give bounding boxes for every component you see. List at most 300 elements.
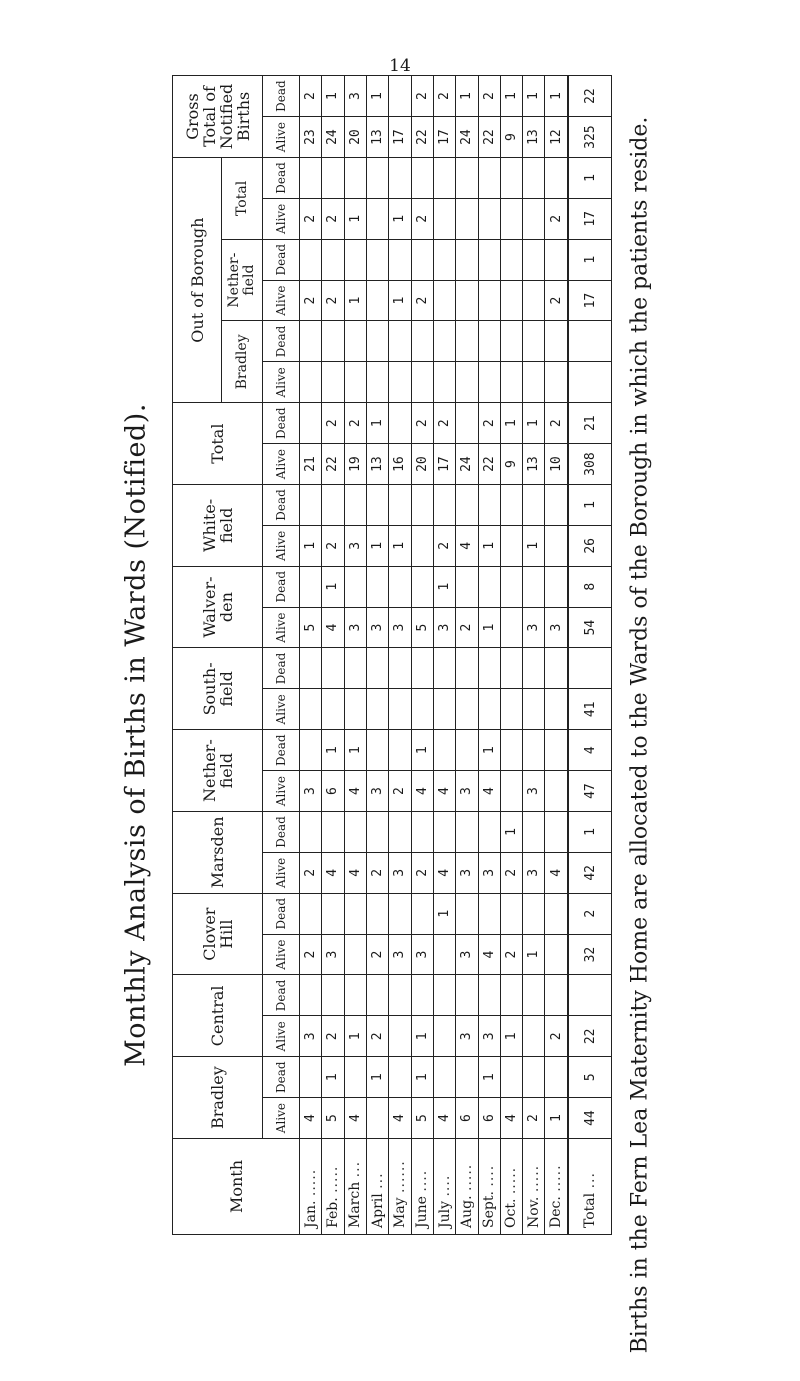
data-cell: 4 <box>500 1098 522 1139</box>
data-cell: 1 <box>523 403 545 444</box>
dead-header: Dead <box>263 812 300 853</box>
data-cell <box>456 158 478 199</box>
data-cell <box>456 321 478 362</box>
data-cell: 1 <box>366 76 388 117</box>
data-cell: 2 <box>478 403 500 444</box>
data-cell: 2 <box>322 198 344 239</box>
data-cell <box>523 566 545 607</box>
data-cell: 1 <box>545 1098 568 1139</box>
ward-header: South- field <box>173 648 263 730</box>
data-cell <box>545 485 568 526</box>
data-cell <box>344 239 366 280</box>
data-cell <box>411 975 433 1016</box>
alive-header: Alive <box>263 280 300 321</box>
data-cell <box>322 812 344 853</box>
data-cell: 4 <box>478 771 500 812</box>
data-cell <box>344 975 366 1016</box>
month-cell <box>433 1139 455 1235</box>
data-cell <box>478 280 500 321</box>
data-cell: 22 <box>478 117 500 158</box>
month-name: Dec. <box>548 1196 565 1228</box>
data-cell: 6 <box>478 1098 500 1139</box>
alive-header: Alive <box>263 1098 300 1139</box>
data-cell <box>300 566 322 607</box>
data-cell <box>366 648 388 689</box>
data-cell: 2 <box>523 1098 545 1139</box>
data-cell <box>433 689 455 730</box>
data-cell <box>433 812 455 853</box>
data-cell <box>411 485 433 526</box>
data-cell <box>322 158 344 199</box>
data-cell <box>500 1057 522 1098</box>
total-cell: 325 <box>568 117 612 158</box>
data-cell: 1 <box>322 76 344 117</box>
data-cell: 2 <box>300 934 322 975</box>
data-cell <box>300 403 322 444</box>
data-cell <box>478 812 500 853</box>
data-cell <box>344 1057 366 1098</box>
data-cell: 1 <box>478 1057 500 1098</box>
data-cell <box>411 566 433 607</box>
data-cell <box>389 730 411 771</box>
month-name: Sept. <box>481 1191 498 1228</box>
data-cell: 3 <box>433 607 455 648</box>
data-cell <box>411 689 433 730</box>
data-cell <box>433 975 455 1016</box>
data-cell: 24 <box>322 117 344 158</box>
data-cell <box>500 648 522 689</box>
data-cell <box>344 934 366 975</box>
data-cell <box>389 485 411 526</box>
data-cell <box>433 321 455 362</box>
data-cell: 2 <box>411 198 433 239</box>
data-cell <box>545 771 568 812</box>
data-cell: 3 <box>523 607 545 648</box>
table-row <box>478 76 500 1235</box>
month-dots: .... <box>436 1174 453 1197</box>
ward-header: Total <box>173 403 263 485</box>
data-cell: 4 <box>322 607 344 648</box>
data-cell: 2 <box>411 403 433 444</box>
data-cell: 1 <box>344 198 366 239</box>
data-cell: 2 <box>433 76 455 117</box>
total-cell: 41 <box>568 689 612 730</box>
data-cell <box>523 730 545 771</box>
month-cell <box>389 1139 411 1235</box>
total-label-cell <box>568 1139 612 1235</box>
data-cell <box>433 198 455 239</box>
data-cell <box>366 975 388 1016</box>
data-cell: 23 <box>300 117 322 158</box>
data-cell <box>389 648 411 689</box>
data-cell: 3 <box>545 607 568 648</box>
data-cell: 22 <box>322 444 344 485</box>
total-cell: 32 <box>568 934 612 975</box>
ward-header: Clover Hill <box>173 893 263 975</box>
data-cell: 13 <box>366 444 388 485</box>
data-cell: 1 <box>433 566 455 607</box>
data-cell <box>523 321 545 362</box>
data-cell <box>344 321 366 362</box>
data-cell <box>545 566 568 607</box>
data-cell <box>456 975 478 1016</box>
data-cell <box>389 76 411 117</box>
table-row <box>366 76 388 1235</box>
total-row <box>568 76 612 1235</box>
data-cell: 3 <box>456 934 478 975</box>
data-cell <box>300 648 322 689</box>
data-cell <box>478 362 500 403</box>
total-cell: 17 <box>568 198 612 239</box>
ward-header: Bradley <box>173 1057 263 1139</box>
data-cell <box>478 893 500 934</box>
data-cell <box>456 198 478 239</box>
data-cell: 5 <box>300 607 322 648</box>
data-cell <box>545 1057 568 1098</box>
month-name: Aug. <box>458 1195 475 1228</box>
data-cell <box>456 689 478 730</box>
total-cell: 47 <box>568 771 612 812</box>
data-cell <box>411 321 433 362</box>
data-cell <box>300 1057 322 1098</box>
data-cell: 3 <box>456 1016 478 1057</box>
month-dots: ... <box>369 1172 386 1189</box>
out-of-borough-sub-header: Total <box>222 158 263 240</box>
data-cell: 1 <box>478 525 500 566</box>
alive-header: Alive <box>263 607 300 648</box>
data-cell: 3 <box>344 76 366 117</box>
out-of-borough-sub-header: Bradley <box>222 321 263 403</box>
month-name: Oct. <box>503 1198 520 1228</box>
data-cell: 3 <box>389 607 411 648</box>
data-cell <box>389 689 411 730</box>
data-cell <box>389 812 411 853</box>
month-name: June <box>414 1196 431 1228</box>
data-cell <box>300 689 322 730</box>
data-cell: 4 <box>456 525 478 566</box>
dead-header: Dead <box>263 403 300 444</box>
data-cell: 4 <box>344 1098 366 1139</box>
dead-header: Dead <box>263 321 300 362</box>
data-cell <box>545 362 568 403</box>
month-cell <box>322 1139 344 1235</box>
data-cell: 1 <box>322 566 344 607</box>
data-cell: 13 <box>523 117 545 158</box>
data-cell: 2 <box>322 525 344 566</box>
data-cell: 2 <box>300 852 322 893</box>
total-cell: 1 <box>568 239 612 280</box>
data-cell <box>500 607 522 648</box>
total-cell: 4 <box>568 730 612 771</box>
ward-header: Central <box>173 975 263 1057</box>
table-row <box>411 76 433 1235</box>
data-cell: 2 <box>300 198 322 239</box>
data-cell <box>523 1057 545 1098</box>
alive-header: Alive <box>263 362 300 403</box>
data-cell: 2 <box>300 280 322 321</box>
data-cell: 20 <box>411 444 433 485</box>
total-cell: 5 <box>568 1057 612 1098</box>
births-table <box>172 75 612 1235</box>
data-cell <box>456 893 478 934</box>
data-cell <box>478 975 500 1016</box>
data-cell: 2 <box>545 280 568 321</box>
data-cell: 5 <box>411 1098 433 1139</box>
data-cell <box>545 730 568 771</box>
month-name: July <box>436 1200 453 1228</box>
data-cell <box>344 812 366 853</box>
alive-header: Alive <box>263 852 300 893</box>
data-cell <box>500 525 522 566</box>
data-cell <box>433 1016 455 1057</box>
data-cell <box>433 934 455 975</box>
data-cell: 2 <box>389 771 411 812</box>
data-cell <box>411 525 433 566</box>
table-row <box>300 76 322 1235</box>
data-cell <box>433 280 455 321</box>
month-cell <box>478 1139 500 1235</box>
month-name: Jan. <box>302 1200 319 1228</box>
data-cell <box>389 403 411 444</box>
data-cell <box>478 198 500 239</box>
data-cell <box>300 975 322 1016</box>
total-cell: 308 <box>568 444 612 485</box>
data-cell <box>500 239 522 280</box>
month-cell <box>545 1139 568 1235</box>
data-cell: 13 <box>523 444 545 485</box>
month-name: Nov. <box>525 1196 542 1228</box>
data-cell <box>456 566 478 607</box>
data-cell: 1 <box>500 812 522 853</box>
month-dots: ..... <box>458 1163 475 1191</box>
data-cell <box>545 934 568 975</box>
total-cell: 22 <box>568 1016 612 1057</box>
data-cell: 3 <box>411 934 433 975</box>
data-cell <box>433 648 455 689</box>
data-cell: 2 <box>411 280 433 321</box>
data-cell <box>456 648 478 689</box>
data-cell <box>300 321 322 362</box>
data-cell <box>300 158 322 199</box>
data-cell <box>366 362 388 403</box>
data-cell: 1 <box>500 403 522 444</box>
dead-header: Dead <box>263 648 300 689</box>
data-cell: 2 <box>433 525 455 566</box>
table-row <box>322 76 344 1235</box>
total-cell: 54 <box>568 607 612 648</box>
births-table-wrapper <box>172 75 612 1235</box>
data-cell <box>344 485 366 526</box>
data-cell: 1 <box>366 1057 388 1098</box>
data-cell <box>411 893 433 934</box>
data-cell <box>545 321 568 362</box>
out-of-borough-sub-header: Nether- field <box>222 239 263 321</box>
data-cell: 2 <box>366 934 388 975</box>
data-cell <box>545 525 568 566</box>
data-cell: 1 <box>456 76 478 117</box>
data-cell: 2 <box>545 1016 568 1057</box>
data-cell: 1 <box>389 525 411 566</box>
total-cell <box>568 362 612 403</box>
month-dots: .... <box>414 1169 431 1192</box>
table-row <box>433 76 455 1235</box>
month-name: April <box>369 1193 386 1228</box>
data-cell <box>500 566 522 607</box>
data-cell: 1 <box>411 1016 433 1057</box>
month-dots: ..... <box>503 1166 520 1195</box>
data-cell: 1 <box>344 280 366 321</box>
data-cell: 5 <box>322 1098 344 1139</box>
data-cell <box>500 975 522 1016</box>
data-cell <box>322 893 344 934</box>
data-cell: 4 <box>300 1098 322 1139</box>
month-dots: ... <box>347 1160 364 1178</box>
total-cell <box>568 321 612 362</box>
data-cell <box>300 485 322 526</box>
data-cell <box>456 239 478 280</box>
data-cell: 4 <box>344 771 366 812</box>
data-cell: 4 <box>545 852 568 893</box>
data-cell: 12 <box>545 117 568 158</box>
data-cell: 19 <box>344 444 366 485</box>
data-cell <box>389 893 411 934</box>
data-cell: 4 <box>322 852 344 893</box>
data-cell: 2 <box>322 280 344 321</box>
data-cell <box>456 485 478 526</box>
month-dots: ..... <box>302 1168 319 1197</box>
data-cell: 3 <box>366 607 388 648</box>
data-cell: 2 <box>300 76 322 117</box>
data-cell: 4 <box>389 1098 411 1139</box>
data-cell: 1 <box>523 76 545 117</box>
data-cell: 9 <box>500 444 522 485</box>
data-cell <box>478 239 500 280</box>
data-cell: 1 <box>300 525 322 566</box>
data-cell <box>500 198 522 239</box>
data-cell: 6 <box>456 1098 478 1139</box>
month-cell <box>456 1139 478 1235</box>
ward-header: White- field <box>173 485 263 567</box>
data-cell: 3 <box>523 852 545 893</box>
data-cell <box>456 730 478 771</box>
data-cell: 1 <box>322 730 344 771</box>
data-cell: 2 <box>478 76 500 117</box>
dead-header: Dead <box>263 975 300 1016</box>
data-cell <box>523 1016 545 1057</box>
data-cell <box>456 362 478 403</box>
data-cell: 6 <box>322 771 344 812</box>
month-cell <box>344 1139 366 1235</box>
alive-header: Alive <box>263 689 300 730</box>
table-row <box>344 76 366 1235</box>
data-cell: 2 <box>411 76 433 117</box>
data-cell: 1 <box>389 280 411 321</box>
data-cell: 2 <box>500 934 522 975</box>
month-name: Feb. <box>324 1197 341 1228</box>
table-row <box>523 76 545 1235</box>
total-cell: 1 <box>568 158 612 199</box>
data-cell <box>523 648 545 689</box>
data-cell <box>411 239 433 280</box>
data-cell <box>545 648 568 689</box>
data-cell: 2 <box>344 403 366 444</box>
data-cell <box>322 239 344 280</box>
month-cell <box>523 1139 545 1235</box>
data-cell: 3 <box>322 934 344 975</box>
alive-header: Alive <box>263 117 300 158</box>
data-cell: 2 <box>366 1016 388 1057</box>
data-cell <box>500 893 522 934</box>
ward-header: Marsden <box>173 812 263 894</box>
total-cell: 2 <box>568 893 612 934</box>
data-cell: 5 <box>411 607 433 648</box>
data-cell: 1 <box>500 1016 522 1057</box>
total-cell: 8 <box>568 566 612 607</box>
out-of-borough-header: Out of Borough <box>173 158 222 403</box>
dead-header: Dead <box>263 1057 300 1098</box>
data-cell <box>456 812 478 853</box>
total-cell: 44 <box>568 1098 612 1139</box>
alive-header: Alive <box>263 771 300 812</box>
data-cell <box>545 893 568 934</box>
data-cell: 9 <box>500 117 522 158</box>
data-cell <box>322 362 344 403</box>
table-row <box>545 76 568 1235</box>
dead-header: Dead <box>263 239 300 280</box>
total-cell <box>568 975 612 1016</box>
data-cell <box>545 158 568 199</box>
data-cell: 4 <box>478 934 500 975</box>
table-heading: Monthly Analysis of Births in Wards (Notified). <box>120 403 152 1067</box>
data-cell: 1 <box>322 1057 344 1098</box>
data-cell <box>523 812 545 853</box>
data-cell: 1 <box>500 76 522 117</box>
dead-header: Dead <box>263 158 300 199</box>
data-cell <box>411 648 433 689</box>
total-cell: 1 <box>568 812 612 853</box>
total-cell: 22 <box>568 76 612 117</box>
total-cell <box>568 648 612 689</box>
data-cell: 1 <box>478 607 500 648</box>
total-cell: 21 <box>568 403 612 444</box>
data-cell <box>389 975 411 1016</box>
data-cell <box>500 771 522 812</box>
data-cell: 2 <box>411 852 433 893</box>
data-cell <box>411 158 433 199</box>
page-number: 14 <box>389 56 411 76</box>
data-cell: 24 <box>456 444 478 485</box>
table-row <box>456 76 478 1235</box>
data-cell <box>478 485 500 526</box>
data-cell: 1 <box>433 893 455 934</box>
data-cell <box>389 158 411 199</box>
data-cell: 1 <box>411 730 433 771</box>
data-cell <box>523 485 545 526</box>
month-dots: .... <box>481 1164 498 1187</box>
data-cell: 17 <box>433 117 455 158</box>
dead-header: Dead <box>263 893 300 934</box>
data-cell <box>389 566 411 607</box>
data-cell <box>300 893 322 934</box>
data-cell: 21 <box>300 444 322 485</box>
month-cell <box>411 1139 433 1235</box>
data-cell: 20 <box>344 117 366 158</box>
alive-header: Alive <box>263 525 300 566</box>
data-cell: 2 <box>456 607 478 648</box>
data-cell <box>545 812 568 853</box>
data-cell <box>366 893 388 934</box>
data-cell: 1 <box>344 730 366 771</box>
